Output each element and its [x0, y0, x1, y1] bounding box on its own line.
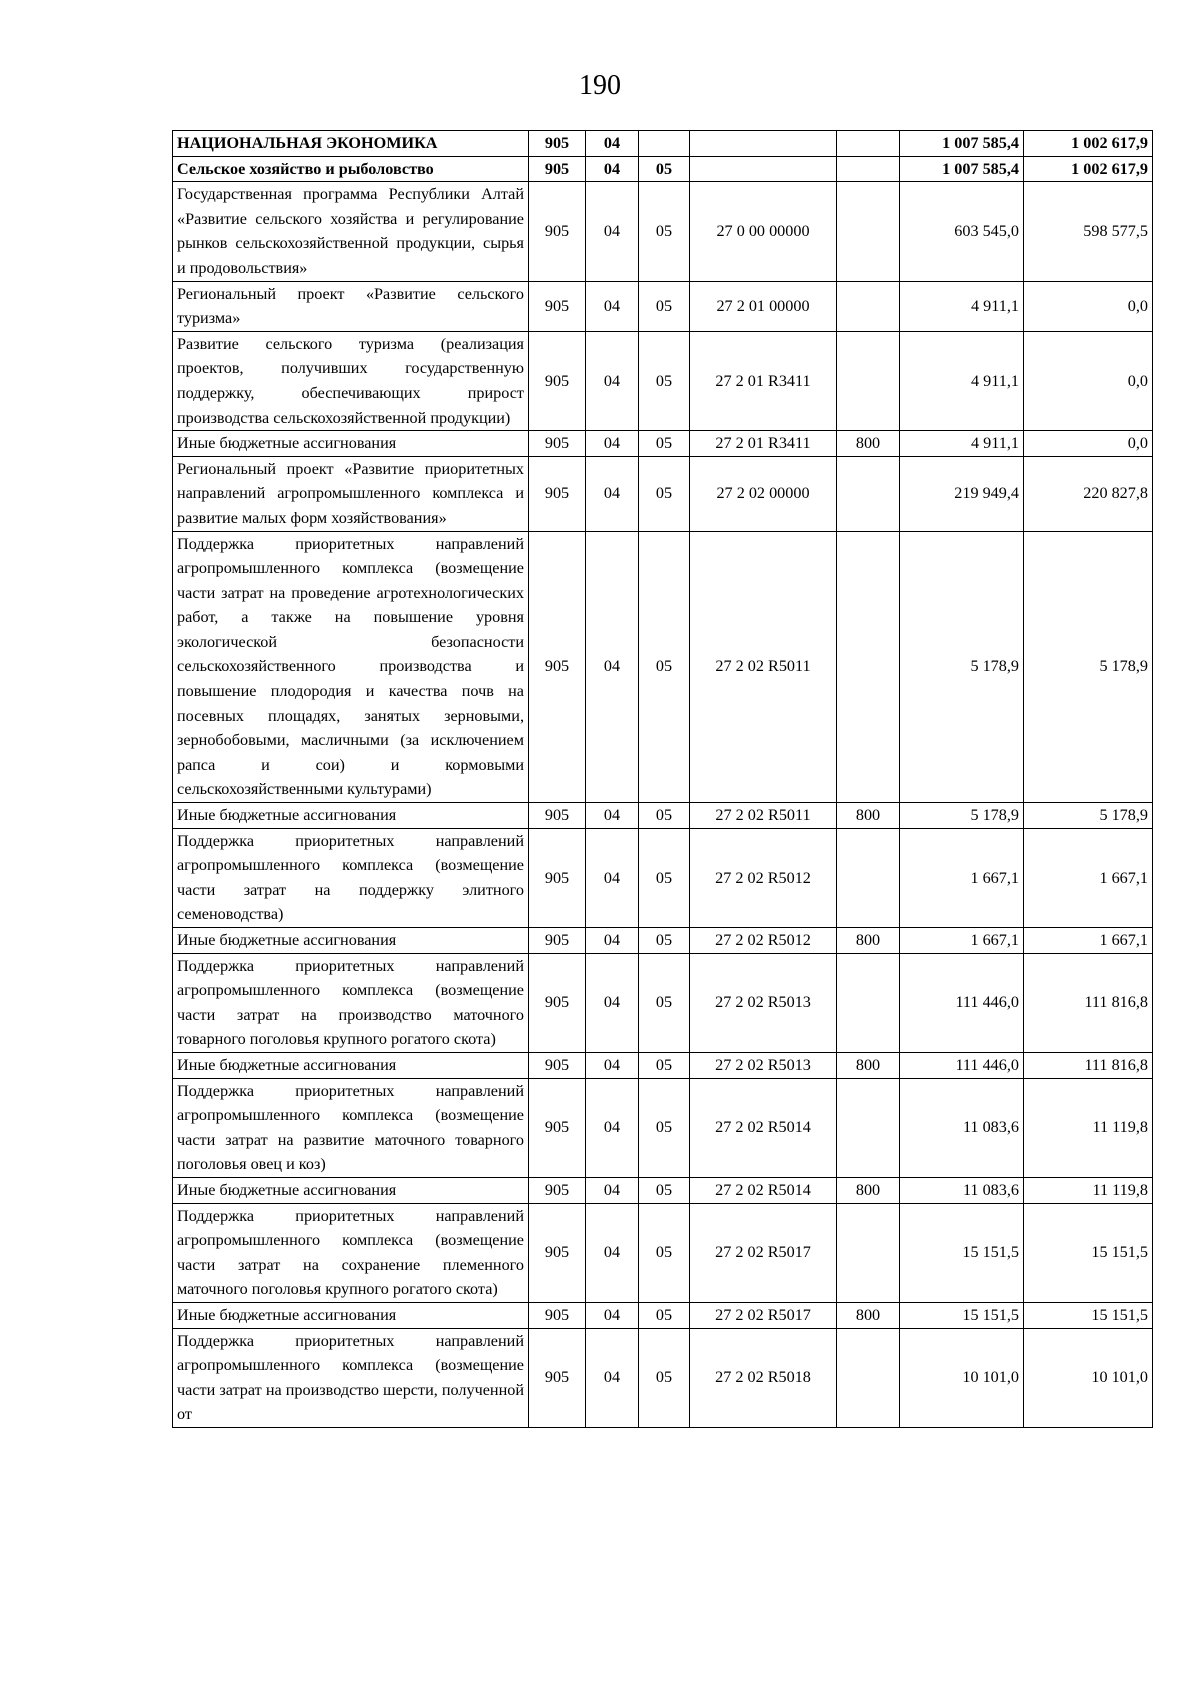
- amount-second-year: 10 101,0: [1024, 1328, 1153, 1427]
- section-code: 04: [586, 1052, 639, 1078]
- expense-type-code: [837, 953, 900, 1052]
- amount-first-year: 603 545,0: [900, 182, 1024, 281]
- table-row: [173, 331, 1153, 430]
- expense-type-code: [837, 531, 900, 803]
- amount-second-year: 111 816,8: [1024, 953, 1153, 1052]
- table-row: [173, 156, 1153, 182]
- expense-type-code: [837, 456, 900, 531]
- subsection-code: 05: [639, 182, 690, 281]
- section-code: 04: [586, 331, 639, 430]
- target-article-code: 27 2 02 R5018: [690, 1328, 837, 1427]
- row-name: Развитие сельского туризма (реализация проектов, получивших государственную поддержку, обеспечивающих прирост производства сельскохозяйственной продукции): [173, 331, 529, 430]
- expense-type-code: 800: [837, 1052, 900, 1078]
- section-code: 04: [586, 953, 639, 1052]
- expense-type-code: [837, 182, 900, 281]
- section-code: 04: [586, 1203, 639, 1302]
- expense-type-code: [837, 156, 900, 182]
- subsection-code: [639, 131, 690, 157]
- table-row: [173, 1177, 1153, 1203]
- ministry-code: 905: [529, 1078, 586, 1177]
- amount-first-year: 15 151,5: [900, 1203, 1024, 1302]
- subsection-code: 05: [639, 1203, 690, 1302]
- amount-second-year: 11 119,8: [1024, 1177, 1153, 1203]
- ministry-code: 905: [529, 431, 586, 457]
- section-code: 04: [586, 1177, 639, 1203]
- amount-first-year: 11 083,6: [900, 1078, 1024, 1177]
- target-article-code: 27 2 01 R3411: [690, 431, 837, 457]
- section-code: 04: [586, 131, 639, 157]
- expense-type-code: [837, 331, 900, 430]
- section-code: 04: [586, 1078, 639, 1177]
- row-name: Поддержка приоритетных направлений агропромышленного комплекса (возмещение части затрат на производство маточного товарного поголовья крупного рогатого скота): [173, 953, 529, 1052]
- amount-second-year: 598 577,5: [1024, 182, 1153, 281]
- table-row: [173, 281, 1153, 331]
- table-row: [173, 431, 1153, 457]
- section-code: 04: [586, 182, 639, 281]
- row-name: Иные бюджетные ассигнования: [173, 1052, 529, 1078]
- subsection-code: 05: [639, 331, 690, 430]
- amount-second-year: 1 002 617,9: [1024, 156, 1153, 182]
- amount-second-year: 11 119,8: [1024, 1078, 1153, 1177]
- section-code: 04: [586, 828, 639, 927]
- ministry-code: 905: [529, 456, 586, 531]
- section-code: 04: [586, 531, 639, 803]
- table-row: [173, 531, 1153, 803]
- target-article-code: 27 2 01 00000: [690, 281, 837, 331]
- subsection-code: 05: [639, 281, 690, 331]
- table-row: [173, 928, 1153, 954]
- row-name: Иные бюджетные ассигнования: [173, 928, 529, 954]
- amount-first-year: 5 178,9: [900, 803, 1024, 829]
- subsection-code: 05: [639, 1078, 690, 1177]
- expense-type-code: [837, 828, 900, 927]
- row-name: Иные бюджетные ассигнования: [173, 1302, 529, 1328]
- row-name: Иные бюджетные ассигнования: [173, 1177, 529, 1203]
- ministry-code: 905: [529, 331, 586, 430]
- target-article-code: 27 2 02 R5011: [690, 803, 837, 829]
- table-row: [173, 1203, 1153, 1302]
- subsection-code: 05: [639, 531, 690, 803]
- target-article-code: 27 2 02 R5012: [690, 928, 837, 954]
- row-name: Иные бюджетные ассигнования: [173, 431, 529, 457]
- amount-first-year: 10 101,0: [900, 1328, 1024, 1427]
- amount-first-year: 4 911,1: [900, 331, 1024, 430]
- expense-type-code: [837, 1078, 900, 1177]
- target-article-code: 27 0 00 00000: [690, 182, 837, 281]
- subsection-code: 05: [639, 1302, 690, 1328]
- table-row: [173, 131, 1153, 157]
- amount-first-year: 15 151,5: [900, 1302, 1024, 1328]
- amount-second-year: 0,0: [1024, 431, 1153, 457]
- expense-type-code: [837, 281, 900, 331]
- section-code: 04: [586, 456, 639, 531]
- table-row: [173, 1302, 1153, 1328]
- subsection-code: 05: [639, 928, 690, 954]
- ministry-code: 905: [529, 531, 586, 803]
- ministry-code: 905: [529, 828, 586, 927]
- ministry-code: 905: [529, 928, 586, 954]
- expense-type-code: [837, 131, 900, 157]
- subsection-code: 05: [639, 828, 690, 927]
- subsection-code: 05: [639, 953, 690, 1052]
- ministry-code: 905: [529, 182, 586, 281]
- ministry-code: 905: [529, 1203, 586, 1302]
- amount-second-year: 15 151,5: [1024, 1302, 1153, 1328]
- ministry-code: 905: [529, 131, 586, 157]
- amount-second-year: 0,0: [1024, 331, 1153, 430]
- row-name: Поддержка приоритетных направлений агропромышленного комплекса (возмещение части затрат на производство шерсти, полученной от: [173, 1328, 529, 1427]
- row-name: Поддержка приоритетных направлений агропромышленного комплекса (возмещение части затрат на поддержку элитного семеноводства): [173, 828, 529, 927]
- page-number: 190: [579, 70, 621, 101]
- target-article-code: 27 2 01 R3411: [690, 331, 837, 430]
- amount-first-year: 111 446,0: [900, 1052, 1024, 1078]
- section-code: 04: [586, 803, 639, 829]
- amount-first-year: 4 911,1: [900, 281, 1024, 331]
- section-code: 04: [586, 928, 639, 954]
- expense-type-code: [837, 1328, 900, 1427]
- target-article-code: 27 2 02 R5013: [690, 953, 837, 1052]
- subsection-code: 05: [639, 1177, 690, 1203]
- amount-second-year: 1 002 617,9: [1024, 131, 1153, 157]
- amount-second-year: 15 151,5: [1024, 1203, 1153, 1302]
- table-row: [173, 828, 1153, 927]
- table-row: [173, 1052, 1153, 1078]
- table-row: [173, 1078, 1153, 1177]
- amount-second-year: 220 827,8: [1024, 456, 1153, 531]
- amount-first-year: 1 007 585,4: [900, 156, 1024, 182]
- ministry-code: 905: [529, 1328, 586, 1427]
- row-name: Региональный проект «Развитие сельского туризма»: [173, 281, 529, 331]
- row-name: Государственная программа Республики Алтай «Развитие сельского хозяйства и регулирование рынков сельскохозяйственной продукции, сырья и продовольствия»: [173, 182, 529, 281]
- amount-first-year: 1 667,1: [900, 928, 1024, 954]
- table-row: [173, 953, 1153, 1052]
- row-name: Сельское хозяйство и рыболовство: [173, 156, 529, 182]
- budget-table: [172, 130, 1153, 1428]
- subsection-code: 05: [639, 803, 690, 829]
- expense-type-code: 800: [837, 1302, 900, 1328]
- target-article-code: 27 2 02 R5014: [690, 1078, 837, 1177]
- section-code: 04: [586, 1328, 639, 1427]
- table-row: [173, 182, 1153, 281]
- target-article-code: 27 2 02 R5013: [690, 1052, 837, 1078]
- amount-first-year: 1 667,1: [900, 828, 1024, 927]
- table-row: [173, 456, 1153, 531]
- amount-first-year: 4 911,1: [900, 431, 1024, 457]
- amount-second-year: 1 667,1: [1024, 828, 1153, 927]
- ministry-code: 905: [529, 1177, 586, 1203]
- subsection-code: 05: [639, 431, 690, 457]
- amount-first-year: 1 007 585,4: [900, 131, 1024, 157]
- expense-type-code: 800: [837, 431, 900, 457]
- target-article-code: 27 2 02 R5014: [690, 1177, 837, 1203]
- target-article-code: 27 2 02 R5017: [690, 1203, 837, 1302]
- table-row: [173, 1328, 1153, 1427]
- target-article-code: 27 2 02 00000: [690, 456, 837, 531]
- amount-second-year: 1 667,1: [1024, 928, 1153, 954]
- ministry-code: 905: [529, 281, 586, 331]
- target-article-code: 27 2 02 R5011: [690, 531, 837, 803]
- ministry-code: 905: [529, 156, 586, 182]
- amount-second-year: 5 178,9: [1024, 531, 1153, 803]
- row-name: Поддержка приоритетных направлений агропромышленного комплекса (возмещение части затрат на проведение агротехнологических работ, а также на повышение уровня экологической безопасности сельскохозяйственного производства и повышение плодородия и качества почв на посевных площадях, занятых зерновыми, зернобобовыми, масличными (за исключением рапса и сои) и кормовыми сельскохозяйственными культурами): [173, 531, 529, 803]
- row-name: Региональный проект «Развитие приоритетных направлений агропромышленного комплекса и развитие малых форм хозяйствования»: [173, 456, 529, 531]
- amount-first-year: 219 949,4: [900, 456, 1024, 531]
- section-code: 04: [586, 281, 639, 331]
- amount-second-year: 0,0: [1024, 281, 1153, 331]
- row-name: НАЦИОНАЛЬНАЯ ЭКОНОМИКА: [173, 131, 529, 157]
- expense-type-code: 800: [837, 928, 900, 954]
- amount-second-year: 5 178,9: [1024, 803, 1153, 829]
- subsection-code: 05: [639, 1052, 690, 1078]
- amount-first-year: 11 083,6: [900, 1177, 1024, 1203]
- ministry-code: 905: [529, 1052, 586, 1078]
- table-row: [173, 803, 1153, 829]
- row-name: Поддержка приоритетных направлений агропромышленного комплекса (возмещение части затрат на сохранение племенного маточного поголовья крупного рогатого скота): [173, 1203, 529, 1302]
- target-article-code: [690, 131, 837, 157]
- section-code: 04: [586, 1302, 639, 1328]
- ministry-code: 905: [529, 953, 586, 1052]
- ministry-code: 905: [529, 1302, 586, 1328]
- amount-first-year: 5 178,9: [900, 531, 1024, 803]
- row-name: Иные бюджетные ассигнования: [173, 803, 529, 829]
- target-article-code: 27 2 02 R5017: [690, 1302, 837, 1328]
- expense-type-code: [837, 1203, 900, 1302]
- ministry-code: 905: [529, 803, 586, 829]
- expense-type-code: 800: [837, 803, 900, 829]
- row-name: Поддержка приоритетных направлений агропромышленного комплекса (возмещение части затрат на развитие маточного товарного поголовья овец и коз): [173, 1078, 529, 1177]
- amount-second-year: 111 816,8: [1024, 1052, 1153, 1078]
- subsection-code: 05: [639, 1328, 690, 1427]
- target-article-code: 27 2 02 R5012: [690, 828, 837, 927]
- target-article-code: [690, 156, 837, 182]
- subsection-code: 05: [639, 456, 690, 531]
- section-code: 04: [586, 431, 639, 457]
- amount-first-year: 111 446,0: [900, 953, 1024, 1052]
- expense-type-code: 800: [837, 1177, 900, 1203]
- subsection-code: 05: [639, 156, 690, 182]
- section-code: 04: [586, 156, 639, 182]
